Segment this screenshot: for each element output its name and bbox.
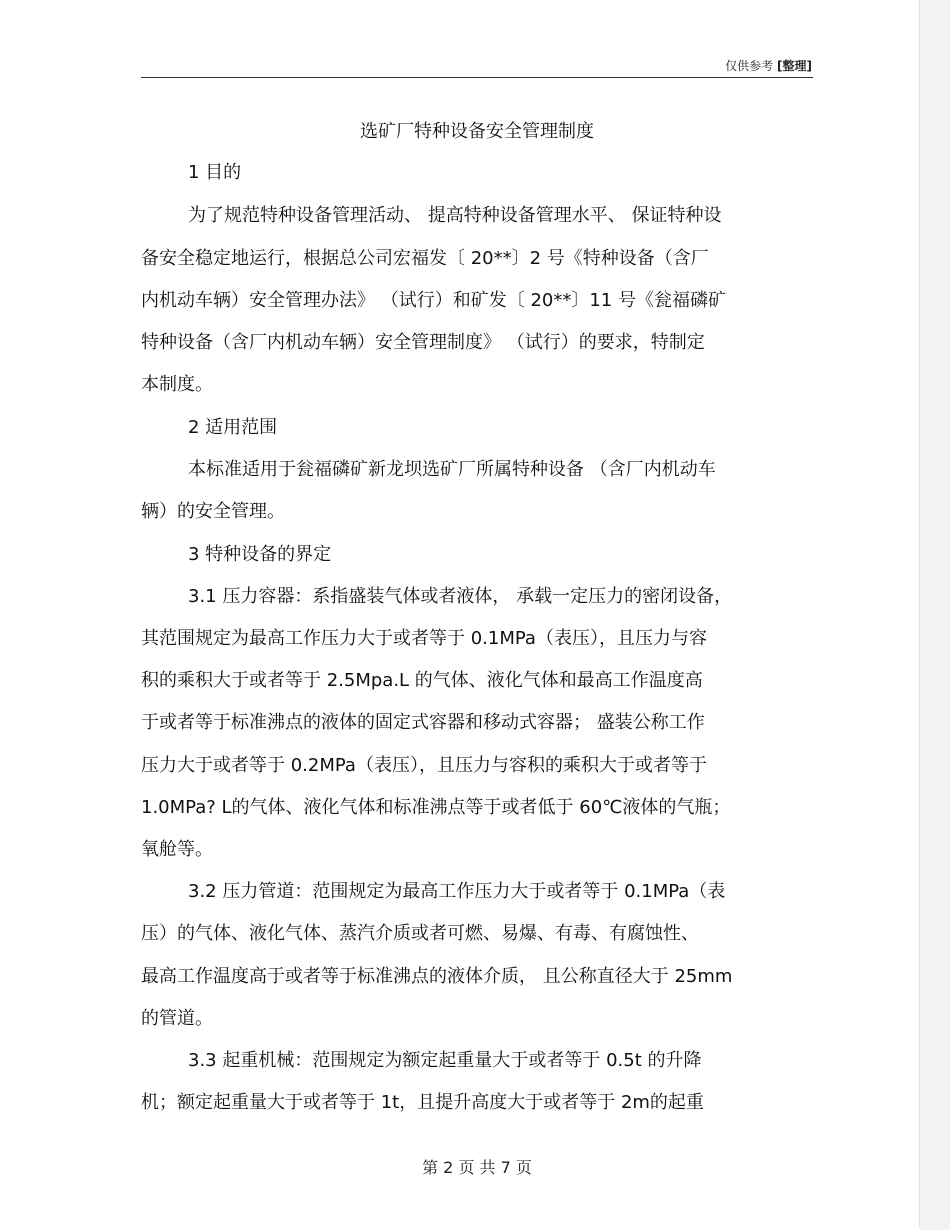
viewer-gutter	[920, 0, 950, 1230]
paragraph-line: 特种设备（含厂内机动车辆）安全管理制度》 （试行）的要求，特制定	[141, 332, 705, 353]
paragraph-line: 于或者等于标准沸点的液体的固定式容器和移动式容器； 盛装公称工作	[141, 712, 705, 733]
header-tag: [整理]	[777, 59, 812, 73]
paragraph-line: 1.0MPa? L的气体、液化气体和标准沸点等于或者低于 60℃液体的气瓶；	[141, 797, 731, 818]
section-heading: 1 目的	[188, 162, 242, 183]
header-divider	[141, 77, 813, 78]
paragraph-line: 积的乘积大于或者等于 2.5Mpa.L 的气体、液化气体和最高工作温度高	[141, 670, 703, 691]
paragraph-line: 机；额定起重量大于或者等于 1t，且提升高度大于或者等于 2m的起重	[141, 1092, 704, 1113]
paragraph-line: 压力大于或者等于 0.2MPa（表压），且压力与容积的乘积大于或者等于	[141, 755, 707, 776]
header-label: 仅供参考	[725, 59, 774, 73]
paragraph-line: 本制度。	[141, 374, 213, 395]
document-page	[2, 0, 920, 1228]
document-title: 选矿厂特种设备安全管理制度	[360, 121, 594, 142]
paragraph-line: 最高工作温度高于或者等于标准沸点的液体介质， 且公称直径大于 25mm	[141, 966, 733, 987]
paragraph-line: 其范围规定为最高工作压力大于或者等于 0.1MPa（表压），且压力与容	[141, 628, 707, 649]
page-header	[602, 57, 812, 74]
paragraph-line: 3.3 起重机械：范围规定为额定起重量大于或者等于 0.5t 的升降	[188, 1050, 702, 1071]
paragraph-line: 氧舱等。	[141, 839, 213, 860]
paragraph-line: 3.1 压力容器：系指盛装气体或者液体， 承载一定压力的密闭设备，	[188, 586, 733, 607]
paragraph-line: 的管道。	[141, 1008, 213, 1029]
paragraph-line: 辆）的安全管理。	[141, 501, 285, 522]
paragraph-line: 3.2 压力管道：范围规定为最高工作压力大于或者等于 0.1MPa（表	[188, 881, 726, 902]
paragraph-line: 压）的气体、液化气体、蒸汽介质或者可燃、易爆、有毒、有腐蚀性、	[141, 923, 699, 944]
paragraph-line: 备安全稳定地运行，根据总公司宏福发〔 20**〕2 号《特种设备（含厂	[141, 248, 709, 269]
page-footer: 第 2 页 共 7 页	[422, 1158, 532, 1177]
section-heading: 2 适用范围	[188, 417, 278, 438]
paragraph-line: 为了规范特种设备管理活动、 提高特种设备管理水平、 保证特种设	[188, 205, 722, 226]
paragraph-line: 本标准适用于瓮福磷矿新龙坝选矿厂所属特种设备 （含厂内机动车	[188, 459, 716, 480]
paragraph-line: 内机动车辆）安全管理办法》 （试行）和矿发〔 20**〕11 号《瓮福磷矿	[141, 290, 726, 311]
section-heading: 3 特种设备的界定	[188, 544, 332, 565]
